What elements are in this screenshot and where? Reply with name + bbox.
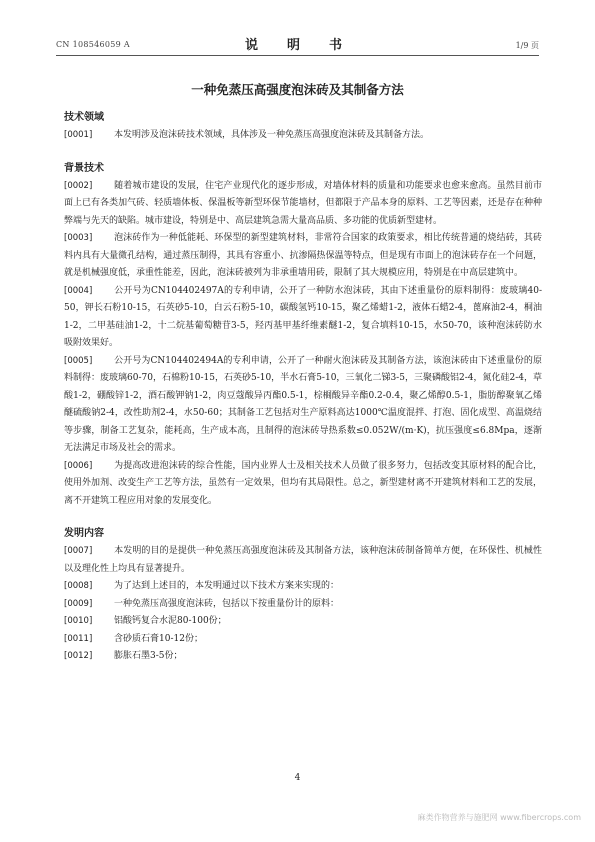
paragraph-0002: [64, 178, 542, 231]
paragraph-number: [0012]: [64, 651, 93, 661]
paragraph-number: [0010]: [64, 616, 93, 626]
document-title: 一种免蒸压高强度泡沫砖及其制备方法: [191, 82, 404, 97]
paragraph-number: [0008]: [64, 581, 93, 591]
paragraph-text: 含砂质石膏10-12份；: [114, 633, 203, 644]
paragraph-text: 本发明涉及泡沫砖技术领域，具体涉及一种免蒸压高强度泡沫砖及其制备方法。: [114, 130, 430, 140]
paragraph-number: [0011]: [64, 633, 93, 644]
document-body: [64, 108, 542, 666]
paragraph-0009: [64, 596, 542, 614]
page-header: [56, 34, 539, 54]
paragraph-0004: [64, 283, 542, 353]
paragraph-number: [0003]: [64, 233, 93, 243]
paragraph-0003: [64, 230, 542, 283]
document-type: 说 明 书: [244, 38, 350, 53]
patent-number: CN 108546059 A: [56, 40, 130, 49]
watermark: 麻类作物营养与施肥网 www.fibercrops.com: [417, 813, 581, 822]
paragraph-text: 为提高改进泡沫砖的综合性能，国内业界人士及相关技术人员做了很多努力，包括改变其原材料的配合比，使用外加剂、改变生产工艺等方法，虽然有一定效果，但均有其局限性。总之，新型建材离不开建筑材料和工艺的发展，离不开建筑工程应用对象的发展变化。: [64, 460, 542, 506]
page-info: 1/9 页: [515, 41, 539, 50]
paragraph-number: [0002]: [64, 180, 93, 191]
paragraph-text: 本发明的目的是提供一种免蒸压高强度泡沫砖及其制备方法，该种泡沫砖制备简单方便，在环保性、机械性以及理化性上均具有显著提升。: [64, 546, 542, 574]
paragraph-text: 随着城市建设的发展，住宅产业现代化的逐步形成，对墙体材料的质量和功能要求也愈来愈高。虽然目前市面上已有各类加气砖、轻质墙体板、保温板等新型环保节能墙材，但都限于产品本身的原料、工艺等因素，还是存在种种弊端与先天的缺陷。城市建设，特别是中、高层建筑急需大量高品质、多功能的优质新型建材。: [64, 180, 542, 226]
header-divider: [56, 55, 539, 56]
paragraph-number: [0007]: [64, 546, 93, 556]
paragraph-0010: [64, 613, 542, 631]
paragraph-number: [0001]: [64, 130, 93, 140]
section-heading-background: 背景技术: [64, 162, 104, 174]
paragraph-0008: [64, 578, 542, 596]
paragraph-number: [0009]: [64, 598, 93, 609]
paragraph-0007: [64, 543, 542, 578]
paragraph-text: 为了达到上述目的，本发明通过以下技术方案来实现的：: [114, 581, 340, 591]
paragraph-text: 膨胀石墨3-5份；: [114, 651, 183, 661]
paragraph-text: 一种免蒸压高强度泡沫砖，包括以下按重量份计的原料：: [114, 598, 340, 609]
paragraph-number: [0006]: [64, 460, 93, 471]
paragraph-0006: [64, 458, 542, 511]
paragraph-0005: [64, 353, 542, 458]
paragraph-0011: [64, 631, 542, 649]
page-number: 4: [294, 773, 301, 783]
paragraph-text: 公开号为CN104402494A的专利申请，公开了一种耐火泡沫砖及其制备方法，该泡沫砖由下述重量份的原料制得：废玻璃60-70，石棉粉10-15，石英砂5-10，半水石膏5-10，三氧化二锑3-5，三聚磷酸铝2-4，氮化硅2-4，草酸1-2，硼酸锌1-2，酒石酸钾钠1-2，肉豆蔻酸异丙酯0.5-1，棕榈酸异辛酯0.2-0.4，聚乙烯醇0.5-1，脂肪醇聚氧乙烯醚硫酸钠2-4，改性助剂2-4，水50-60；其制备工艺包括对生产原料高达1000℃温度混拌、打泡、固化成型、高温烧结等步骤，制备工艺复杂，能耗高，生产成本高，且制得的泡沫砖导热系数≤0.052W/(m·K)，抗压强度≤6.8Mpa，逐渐无法满足市场及社会的需求。: [64, 355, 542, 453]
paragraph-number: [0004]: [64, 285, 93, 296]
paragraph-0001: [64, 127, 542, 145]
section-heading-tech-field: 技术领域: [64, 112, 104, 123]
paragraph-text: 公开号为CN104402497A的专利申请，公开了一种防水泡沫砖，其由下述重量份的原料制得：废玻璃40-50，钾长石粉10-15，石英砂5-10，白云石粉5-10，碳酸氢钙10-15，聚乙烯蜡1-2，液体石蜡2-4，蓖麻油2-4，桐油1-2，二甲基硅油1-2，十二烷基葡萄糖苷3-5，羟丙基甲基纤维素醚1-2，复合填料10-15，水50-70，该种泡沫砖防水吸附效果好。: [64, 285, 542, 348]
section-heading-invention: 发明内容: [64, 528, 104, 539]
paragraph-text: 泡沫砖作为一种低能耗、环保型的新型建筑材料，非常符合国家的政策要求，相比传统普通的烧结砖，其砖料内具有大量微孔结构，通过蒸压制得，其具有容重小、抗渗隔热保温等特点，但是现有市面上的泡沫砖存在一个问题，就是机械强度低，承重性能差，因此，泡沫砖被列为非承重墙用砖，限制了其大规模应用，特别是在中高层建筑中。: [64, 233, 542, 278]
paragraph-0012: [64, 648, 542, 666]
paragraph-number: [0005]: [64, 355, 93, 366]
paragraph-text: 铝酸钙复合水泥80-100份；: [114, 616, 227, 626]
